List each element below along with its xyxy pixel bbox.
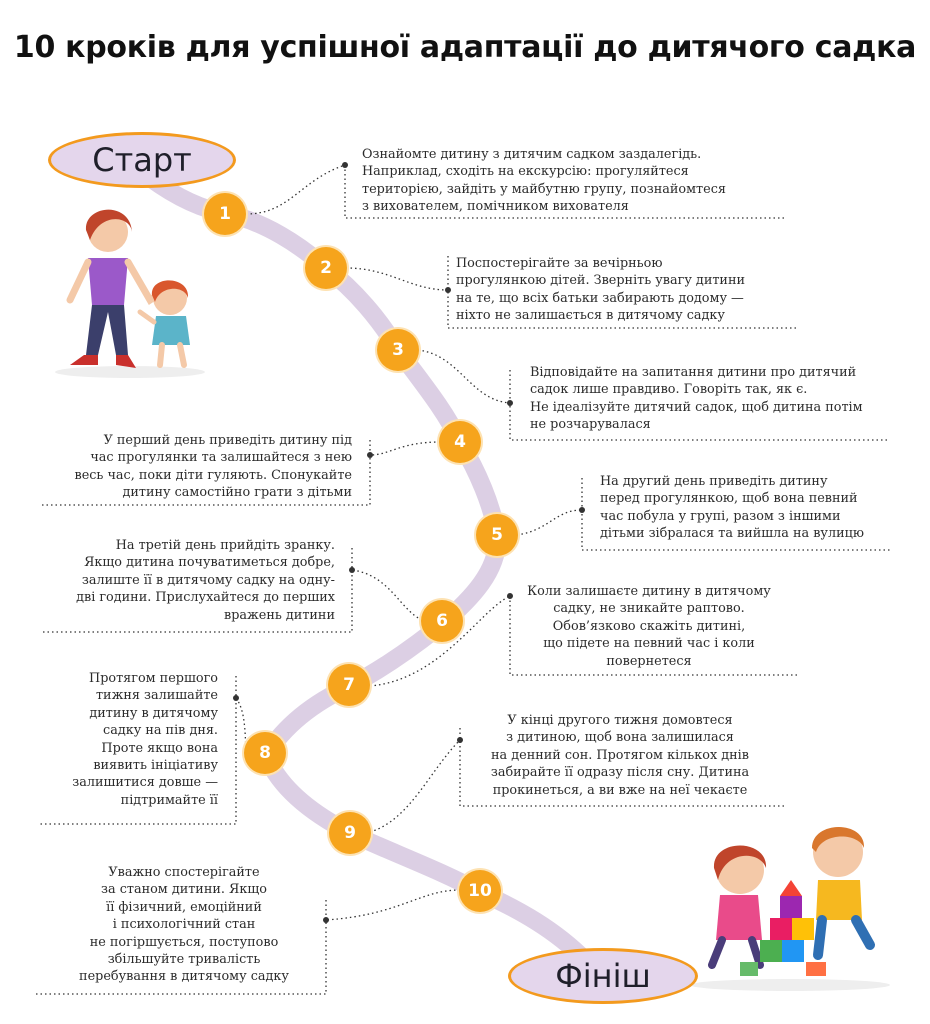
step-text-7: Коли залишаєте дитину в дитячому садку, не зникайте раптово. Обов’язково скажіть дитині, що підете на певний час і коли повернетеся xyxy=(527,584,771,669)
step-badge-2: 2 xyxy=(305,247,347,289)
step-badge-5: 5 xyxy=(476,514,518,556)
kids-blocks-illustration xyxy=(690,827,890,991)
step-text-1: Ознайомте дитину з дитячим садком заздалегідь. Наприклад, сходіть на екскурсію: прогуляйтеся територією, зайдіть у майбутню групу, познайомтеся з вихователем, помічником вихователя xyxy=(362,147,726,215)
step-text-10: Уважно спостерігайте за станом дитини. Якщо її фізичний, емоційний і психологічний стан не погіршується, поступово збільшуйте тривалість перебування в дитячому садку xyxy=(79,865,289,985)
step-text-9: У кінці другого тижня домовтеся з дитиною, щоб вона залишилася на денний сон. Протягом кількох днів забирайте її одразу після сну. Дитина прокинеться, а ви вже на неї чекаєте xyxy=(490,713,750,798)
mother-child-illustration xyxy=(55,210,205,378)
step-text-3: Відповідайте на запитання дитини про дитячий садок лише правдиво. Говоріть так, як є. Не ідеалізуйте дитячий садок, щоб дитина потім не розчарувалася xyxy=(530,365,863,433)
step-text-6: На третій день прийдіть зранку. Якщо дитина почуватиметься добре, залиште її в дитячому садку на одну- дві години. Прислухайтеся до перших вражень дитини xyxy=(76,538,335,623)
step-text-5: На другий день приведіть дитину перед прогулянкою, щоб вона певний час побула у групі, разом з іншими дітьми зібралася та вийшла на вулицю xyxy=(600,474,864,542)
finish-label: Фініш xyxy=(555,957,651,995)
step-badge-6: 6 xyxy=(421,600,463,642)
step-badge-8: 8 xyxy=(244,732,286,774)
page-title: 10 кроків для успішної адаптації до дитячого садка xyxy=(13,30,917,65)
step-badge-7: 7 xyxy=(328,664,370,706)
step-text-2: Поспостерігайте за вечірньою прогулянкою дітей. Зверніть увагу дитини на те, що всіх батьки забирають додому — ніхто не залишається в дитячому садку xyxy=(456,256,746,324)
step-badge-4: 4 xyxy=(439,421,481,463)
step-badge-3: 3 xyxy=(377,329,419,371)
step-badge-1: 1 xyxy=(204,193,246,235)
step-badge-10: 10 xyxy=(459,870,501,912)
start-oval xyxy=(48,132,236,188)
step-text-4: У перший день приведіть дитину під час прогулянки та залишайтеся з нею весь час, поки діти гуляють. Спонукайте дитину самостійно грати з дітьми xyxy=(74,433,352,501)
step-text-8: Протягом першого тижня залишайте дитину в дитячому садку на пів дня. Проте якщо вона виявить ініціативу залишитися довше — підтримайте її xyxy=(72,671,218,808)
finish-oval xyxy=(508,948,698,1004)
start-label: Старт xyxy=(92,141,192,179)
step-badge-9: 9 xyxy=(329,812,371,854)
